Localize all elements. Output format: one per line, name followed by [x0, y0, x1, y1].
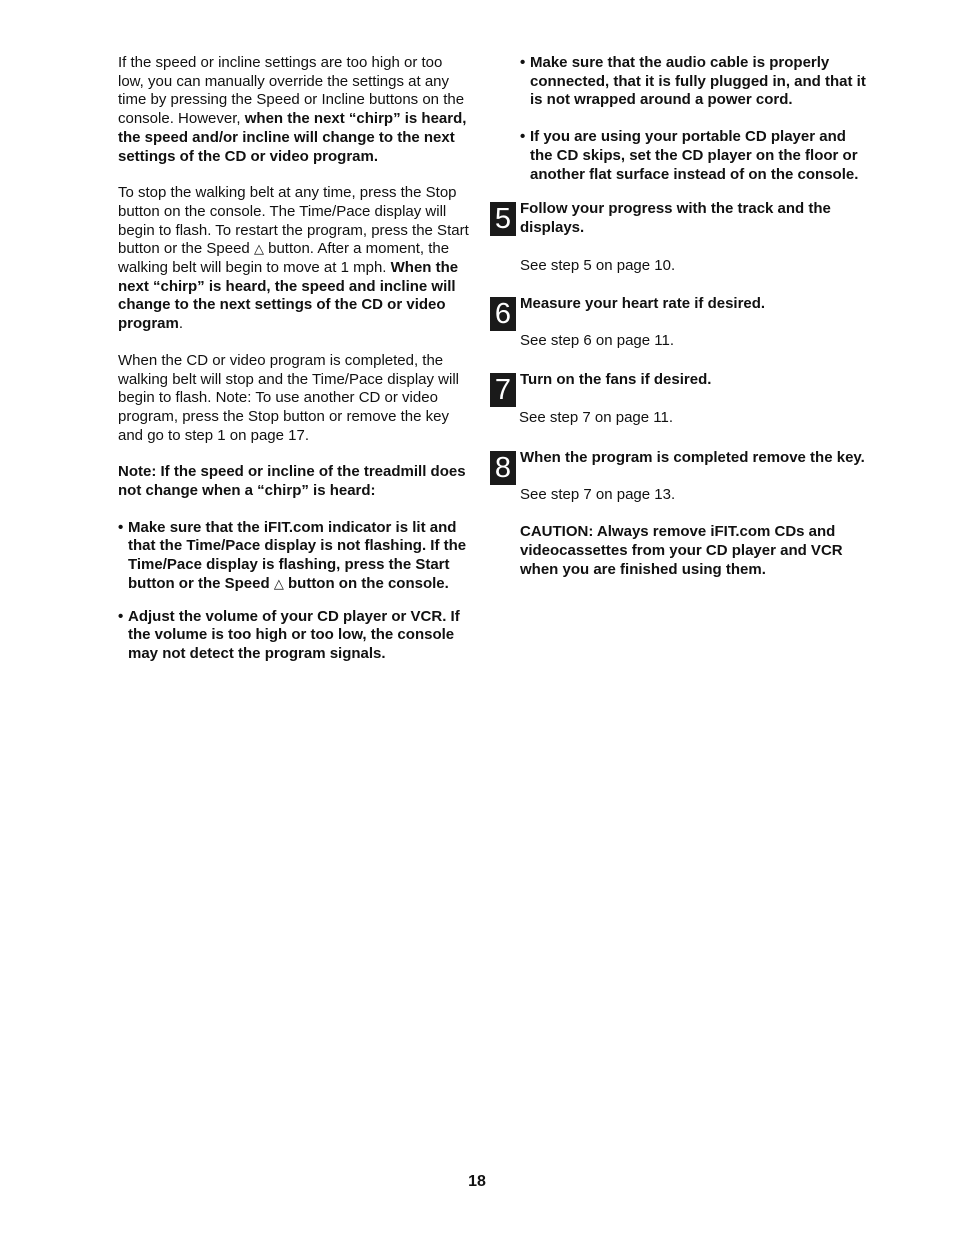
- step-reference: See step 6 on page 11.: [520, 332, 675, 350]
- bullet-audio-cable: [490, 54, 870, 110]
- step-title: Measure your heart rate if desired.: [520, 295, 766, 313]
- step-8: [490, 448, 870, 484]
- step-number-badge: 6: [490, 297, 516, 331]
- step-number-badge: 8: [490, 451, 516, 485]
- left-column: [118, 54, 470, 678]
- override-paragraph: [118, 54, 470, 166]
- stop-text-cont: button. After a moment, the walking belt will begin to move at 1 mph.: [118, 240, 450, 277]
- bullet-dot: •: [118, 607, 124, 625]
- step-title: Turn on the fans if desired.: [520, 371, 712, 389]
- override-text: If the speed or incline settings are too high or too low, you can manually override the settings at any time by pressing the Speed or Incline buttons on the console. However,: [118, 54, 465, 128]
- step-number-badge: 7: [490, 373, 516, 407]
- step-reference: See step 5 on page 10.: [520, 256, 676, 274]
- step-7: [490, 371, 870, 409]
- bullet-dot: •: [520, 128, 526, 146]
- completed-paragraph: When the CD or video program is completed, the walking belt will stop and the Time/Pace display will begin to flash. Note: To use another CD or video program, press the Stop button or remove the key and go to step 1 on page 17.: [118, 351, 459, 444]
- up-triangle-icon: △: [273, 575, 284, 591]
- up-triangle-icon: △: [253, 241, 264, 257]
- caution-note: CAUTION: Always remove iFIT.com CDs and videocassettes from your CD player and VCR when you are finished using them.: [520, 523, 843, 578]
- bullet-text: Adjust the volume of your CD player or VCR. If the volume is too high or too low, the console may not detect the program signals.: [128, 607, 460, 662]
- stop-text: To stop the walking belt at any time, press the Stop button on the console. The Time/Pace display will begin to flash. To restart the program, press the Start button or the Speed: [118, 184, 469, 258]
- note-heading: Note: If the speed or incline of the treadmill does not change when a “chirp” is heard:: [118, 463, 466, 500]
- right-column: [490, 54, 870, 579]
- page-number: 18: [468, 1173, 486, 1190]
- step-reference: See step 7 on page 13.: [520, 486, 676, 504]
- bullet-text: Make sure that the iFIT.com indicator is lit and that the Time/Pace display is not flashing. If the Time/Pace display is flashing, press the Start button or the Speed: [128, 518, 467, 592]
- bullet-ifit-indicator: [118, 519, 470, 594]
- step-6: [490, 295, 870, 332]
- step-title: Follow your progress with the track and the displays.: [520, 200, 831, 236]
- step-5: [490, 200, 870, 237]
- override-bold-text: when the next “chirp” is heard, the speed and/or incline will change to the next settings of the CD or video program.: [118, 110, 467, 165]
- step-number-badge: 5: [490, 202, 516, 236]
- stop-period: .: [178, 315, 184, 333]
- bullet-adjust-volume: [118, 608, 470, 664]
- bullet-text: If you are using your portable CD player and the CD skips, set the CD player on the floor or another flat surface instead of on the console.: [530, 128, 859, 183]
- bullet-text: Make sure that the audio cable is properly connected, that it is fully plugged in, and that it is not wrapped around a power cord.: [530, 54, 866, 109]
- bullet-dot: •: [520, 54, 526, 71]
- step-reference: See step 7 on page 11.: [519, 409, 674, 427]
- bullet-dot: •: [118, 518, 124, 536]
- bullet-text-cont: button on the console.: [283, 574, 449, 592]
- stop-bold-text: When the next “chirp” is heard, the speed and incline will change to the next settings of the CD or video program: [118, 259, 459, 333]
- step-title: When the program is completed remove the key.: [520, 448, 865, 466]
- stop-paragraph: [118, 184, 470, 334]
- bullet-cd-skips: [490, 128, 870, 184]
